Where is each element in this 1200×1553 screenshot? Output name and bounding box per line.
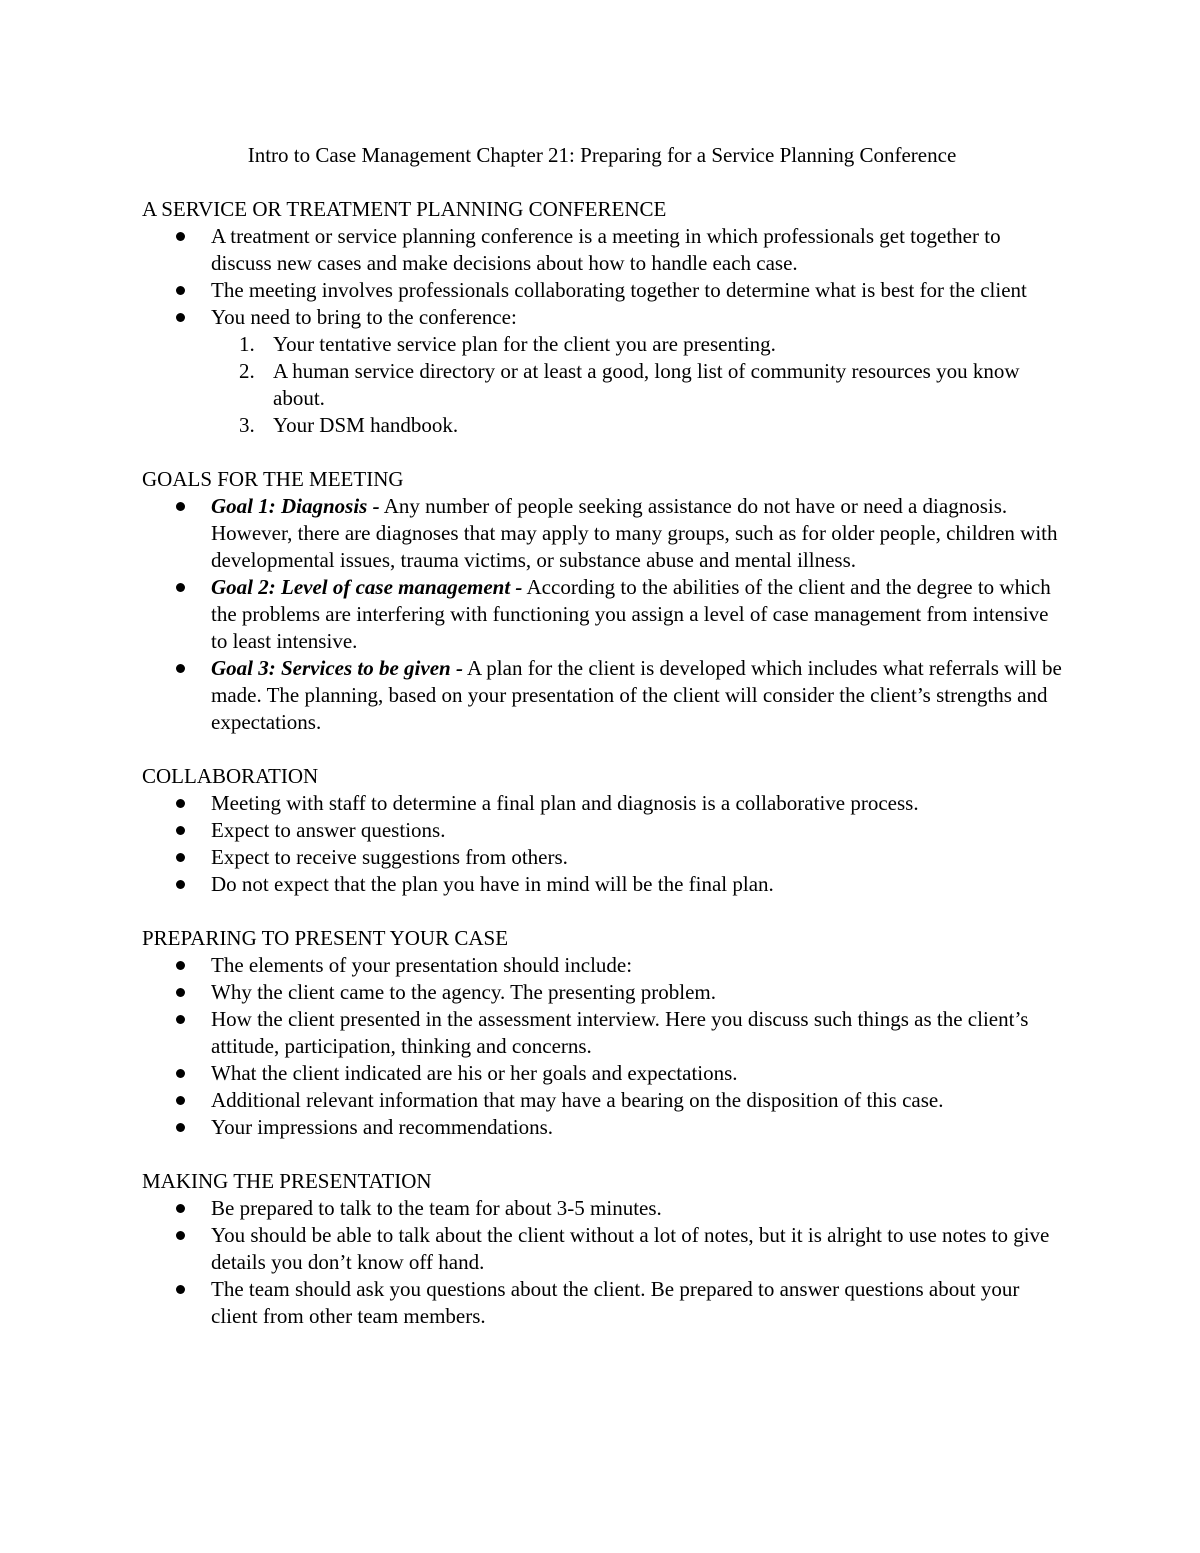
goal-label: Goal 2: Level of case management - bbox=[211, 575, 523, 599]
list-item: The elements of your presentation should include: bbox=[142, 952, 1062, 979]
numbered-item-text: Your tentative service plan for the client you are presenting. bbox=[273, 332, 776, 356]
goal-text: According to the abilities of the client and the degree to which the problems are interfering with functioning you assign a level of case management from intensive to least intensive. bbox=[211, 575, 1051, 653]
goal-label: Goal 3: Services to be given - bbox=[211, 656, 463, 680]
list-item: Be prepared to talk to the team for about 3-5 minutes. bbox=[142, 1195, 1062, 1222]
page-title: Intro to Case Management Chapter 21: Preparing for a Service Planning Conference bbox=[247, 143, 957, 167]
list-item: What the client indicated are his or her goals and expectations. bbox=[142, 1060, 1062, 1087]
list-item-text: You need to bring to the conference: bbox=[211, 305, 517, 329]
list-item: Additional relevant information that may have a bearing on the disposition of this case. bbox=[142, 1087, 1062, 1114]
section-heading-planning-conference: A SERVICE OR TREATMENT PLANNING CONFERENCE bbox=[142, 197, 667, 221]
list-item: Your impressions and recommendations. bbox=[142, 1114, 1062, 1141]
list-item bbox=[142, 304, 1062, 439]
item-number: 2. bbox=[239, 359, 255, 383]
list-item: You should be able to talk about the client without a lot of notes, but it is alright to use notes to give details you don’t know off hand. bbox=[142, 1222, 1062, 1276]
goal-text: Any number of people seeking assistance do not have or need a diagnosis. However, there are diagnoses that may apply to many groups, such as for older people, children with developmental issues, trauma victims, or substance abuse and mental illness. bbox=[211, 494, 1058, 572]
list-item: A treatment or service planning conference is a meeting in which professionals get together to discuss new cases and make decisions about how to handle each case. bbox=[142, 223, 1062, 277]
numbered-item bbox=[211, 358, 1062, 412]
goal-text: A plan for the client is developed which includes what referrals will be made. The planning, based on your presentation of the client will consider the client’s strengths and expectations. bbox=[211, 656, 1062, 734]
section-heading-goals: GOALS FOR THE MEETING bbox=[142, 467, 404, 491]
list-item: How the client presented in the assessment interview. Here you discuss such things as the client’s attitude, participation, thinking and concerns. bbox=[142, 1006, 1062, 1060]
bullet-list-goals bbox=[142, 493, 1062, 736]
list-item bbox=[142, 493, 1062, 574]
numbered-item-text: A human service directory or at least a good, long list of community resources you know about. bbox=[273, 359, 1020, 410]
bullet-list-collaboration bbox=[142, 790, 1062, 898]
bullet-list-making-presentation bbox=[142, 1195, 1062, 1330]
list-item bbox=[142, 574, 1062, 655]
list-item: Meeting with staff to determine a final plan and diagnosis is a collaborative process. bbox=[142, 790, 1062, 817]
numbered-item bbox=[211, 331, 1062, 358]
numbered-list-bring-items bbox=[211, 331, 1062, 439]
document-body bbox=[142, 142, 1062, 1357]
list-item: The team should ask you questions about the client. Be prepared to answer questions about your client from other team members. bbox=[142, 1276, 1062, 1330]
numbered-item-text: Your DSM handbook. bbox=[273, 413, 459, 437]
list-item: Why the client came to the agency. The presenting problem. bbox=[142, 979, 1062, 1006]
item-number: 3. bbox=[239, 413, 255, 437]
section-heading-collaboration: COLLABORATION bbox=[142, 764, 319, 788]
section-heading-preparing: PREPARING TO PRESENT YOUR CASE bbox=[142, 926, 509, 950]
bullet-list-preparing bbox=[142, 952, 1062, 1141]
numbered-item bbox=[211, 412, 1062, 439]
list-item: The meeting involves professionals collaborating together to determine what is best for the client bbox=[142, 277, 1062, 304]
list-item bbox=[142, 655, 1062, 736]
list-item: Expect to answer questions. bbox=[142, 817, 1062, 844]
list-item: Expect to receive suggestions from others. bbox=[142, 844, 1062, 871]
item-number: 1. bbox=[239, 332, 255, 356]
section-heading-making-presentation: MAKING THE PRESENTATION bbox=[142, 1169, 432, 1193]
list-item: Do not expect that the plan you have in mind will be the final plan. bbox=[142, 871, 1062, 898]
bullet-list-planning-conference bbox=[142, 223, 1062, 439]
goal-label: Goal 1: Diagnosis - bbox=[211, 494, 380, 518]
